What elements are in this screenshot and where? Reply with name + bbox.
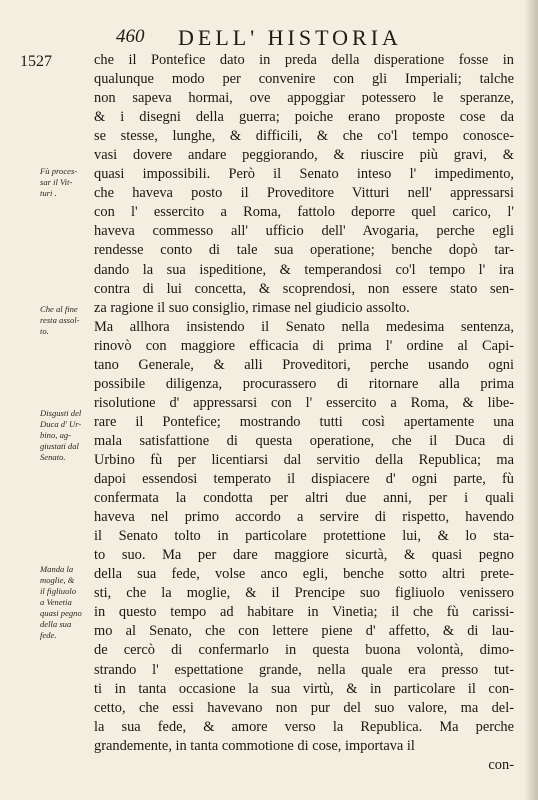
text-line: grandemente, in tanta commotione di cose, importava il — [94, 737, 415, 754]
text-line: risolutione d' appressarsi con l' essercito a Roma, & libe- — [94, 394, 514, 411]
running-head: DELL' HISTORIA — [178, 25, 402, 50]
margin-note-line: fede. — [40, 630, 57, 640]
page-edge-shadow — [524, 0, 538, 800]
margin-note-line: to. — [40, 326, 49, 336]
text-line: dando la sua ispeditione, & temperandosi co'l tempo l' ira — [94, 261, 514, 278]
text-line: il Senato tolto in particolare protettione lui, & lo sta- — [94, 528, 514, 545]
margin-note-line: turi . — [40, 188, 57, 198]
text-line: cetto, che essi havevano non pur del suo valore, ma del- — [94, 699, 514, 716]
margin-note-line: Disgusti del — [40, 408, 82, 418]
text-line: Ma allhora insistendo il Senato nella medesima sentenza, — [94, 318, 514, 335]
margin-note-line: sar il Vit- — [40, 177, 73, 187]
margin-note-line: a Venetia — [40, 597, 72, 607]
margin-note-line: quasi pegno — [40, 608, 82, 618]
text-line: la sua fede, & amore verso la Republica. Ma perche — [94, 718, 514, 735]
text-line: mo al Senato, che con lettere piene d' affetto, & di lau- — [94, 623, 514, 640]
text-line: rare il Pontefice; mostrando tutti così apertamente una — [94, 413, 514, 430]
text-line: con- — [488, 756, 514, 773]
text-line: strando l' espettatione grande, nella quale era presso tut- — [94, 661, 514, 678]
text-line: haveva nel primo accordo a servire di rispetto, havendo — [94, 509, 514, 526]
margin-note-line: Senato. — [40, 452, 66, 462]
text-line: haveva commesso all' ufficio dell' Avogaria, perche egli — [94, 223, 514, 240]
margin-year: 1527 — [20, 53, 52, 70]
text-line: de cercò di confermarlo in questa buona volontà, dimo- — [94, 642, 514, 659]
text-line: possibile diligenza, procurassero di ritornare alla prima — [94, 375, 514, 392]
margin-note-line: Fù proces- — [40, 166, 78, 176]
margin-note-line: della sua — [40, 619, 72, 629]
margin-note-line: giustati dal — [40, 441, 79, 451]
page-number: 460 — [116, 26, 145, 47]
margin-note-line: Duca d' Ur- — [40, 419, 82, 429]
text-line: della sua fede, volse anco egli, benche sotto altri prete- — [94, 566, 514, 583]
text-line: sti, che la moglie, & il Prencipe suo figliuolo venissero — [94, 585, 514, 602]
text-line: confermata la condotta per altri due anni, per i quali — [94, 490, 514, 507]
text-line: Urbino fù per licentiarsi dal servitio della Republica; ma — [94, 451, 514, 468]
text-line: rendesse conto di tale sua operatione; benche dopò tar- — [94, 242, 514, 259]
text-line: che haveva posto il Proveditore Vitturi nell' appressarsi — [94, 185, 514, 202]
text-line: quasi impossibili. Però il Senato inteso l' impedimento, — [94, 166, 514, 183]
margin-note-line: Che al fine — [40, 304, 78, 314]
margin-note — [40, 304, 92, 337]
text-line: non sapeva hormai, ove appoggiar potessero le speranze, — [94, 90, 514, 107]
margin-note — [40, 166, 92, 199]
margin-note — [40, 564, 92, 641]
text-line: to suo. Ma per dare maggiore sicurtà, & quasi pegno — [94, 547, 514, 564]
text-line: dapoi essendosi temperato il dispiacere d' ogni parte, fù — [94, 471, 514, 488]
text-line: mala satisfattione di questa operatione, che il Duca di — [94, 432, 514, 449]
text-line: za ragione il suo consiglio, rimase nel giudicio assolto. — [94, 299, 410, 316]
margin-note — [40, 408, 92, 463]
text-line: vasi dovere andare peggiorando, & riuscire più gravi, & — [94, 147, 514, 164]
text-line: con l' essercito a Roma, fattolo deporre quel carico, l' — [94, 204, 514, 221]
margin-note-line: Manda la — [40, 564, 74, 574]
margin-note-line: resta assol- — [40, 315, 80, 325]
text-line: tano Generale, & alli Proveditori, perche usando ogni — [94, 356, 514, 373]
text-line: in questo tempo ad habitare in Vinetia; il che fù carissi- — [94, 604, 514, 621]
body-text — [94, 51, 514, 775]
margin-note-line: il figliuolo — [40, 586, 77, 596]
text-line: rinovò con maggiore efficacia di prima l' ordine al Capi- — [94, 337, 514, 354]
text-line: se stesse, lunghe, & difficili, & che co'l tempo conosce- — [94, 128, 514, 145]
margin-note-line: moglie, & — [40, 575, 75, 585]
text-line: contra di lui concetta, & scoprendosi, non essere stato sen- — [94, 280, 514, 297]
text-line: qualunque modo per convenire con gli Imperiali; talche — [94, 71, 514, 88]
margin-note-line: bino, ag- — [40, 430, 72, 440]
text-line: che il Pontefice dato in preda della disperatione fosse in — [94, 52, 514, 68]
text-line: ti in tanta occasione la sua virtù, & in particolare il con- — [94, 680, 514, 697]
text-line: & i disegni della guerra; poiche erano proposte cose da — [94, 109, 514, 126]
